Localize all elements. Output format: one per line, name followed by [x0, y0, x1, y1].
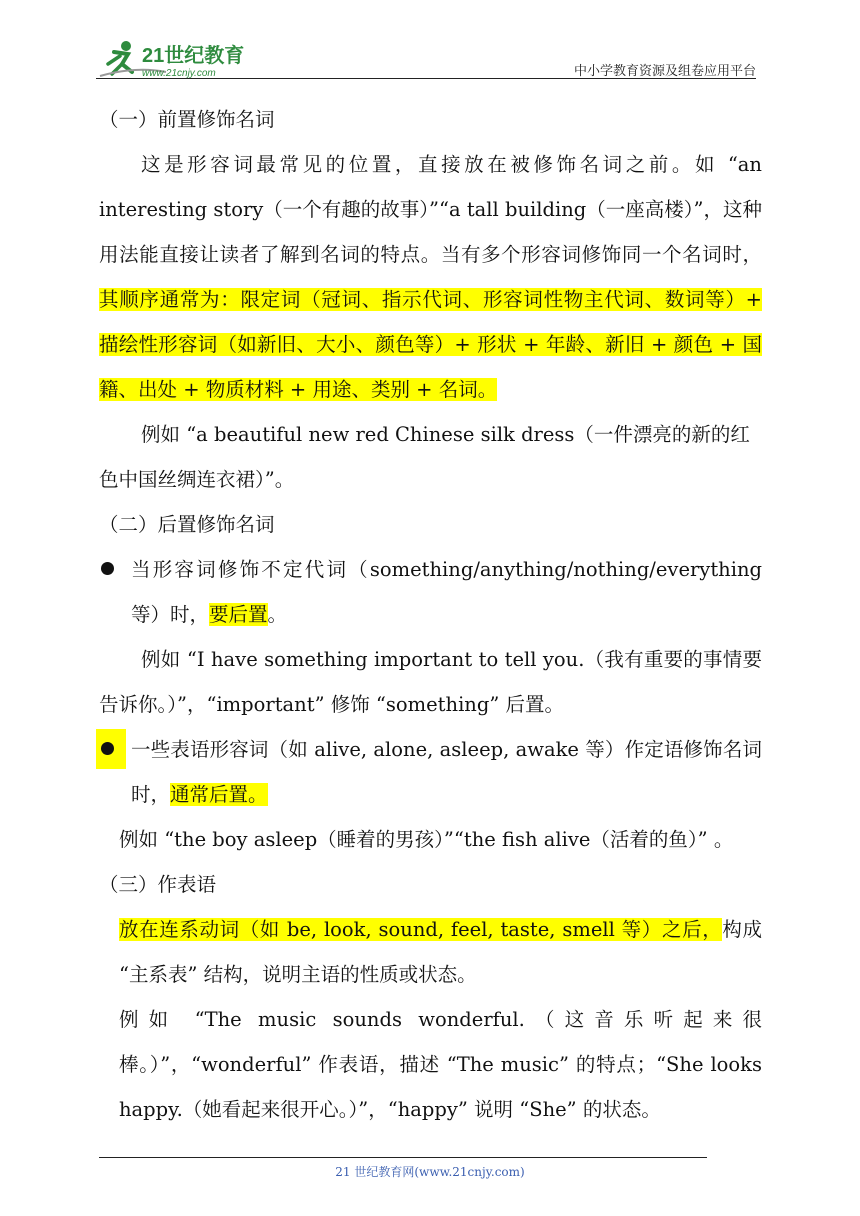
bullet-icon	[101, 742, 114, 755]
section-heading-3: （三）作表语	[99, 873, 217, 896]
runner-logo-icon	[96, 38, 266, 80]
highlighted-adjective-order: 其顺序通常为：限定词（冠词、指示代词、形容词性物主代词、数词等）+ 描绘性形容词（如新旧、大小、颜色等）+ 形状 + 年龄、新旧 + 颜色 + 国籍、出处 + 物质材料 + 用途、类别 + 名词。	[99, 288, 762, 401]
section-heading-1: （一）前置修饰名词	[99, 108, 275, 131]
example-paragraph-4: 例如 “The music sounds wonderful.（这音乐听起来很棒。）”，“wonderful” 作表语，描述 “The music” 的特点；“She looks happy.（她看起来很开心。）”，“happy” 说明 “She” 的状态。	[119, 1008, 762, 1121]
example-paragraph-3: 例如 “the boy asleep（睡着的男孩）”“the fish alive（活着的鱼）” 。	[119, 828, 734, 851]
paragraph-text: 构成 “主系表” 结构，说明主语的性质或状态。	[119, 918, 762, 986]
bullet-item-indefinite-pronoun	[99, 547, 762, 637]
bullet-item-predicative-adjective	[99, 727, 762, 817]
paragraph-text: 这是形容词最常见的位置，直接放在被修饰名词之前。如 “an interesting story（一个有趣的故事）”“a tall building（一座高楼）”，这种用法能直接让读者了解到名词的特点。当有多个形容词修饰同一个名词时，	[99, 153, 762, 266]
bullet-text-end: 。	[267, 603, 288, 626]
bullet-icon	[101, 562, 114, 575]
example-paragraph-2: 例如 “I have something important to tell you.（我有重要的事情要告诉你。）”，“important” 修饰 “something” 后置。	[99, 648, 762, 716]
highlighted-usually-postpose: 通常后置。	[170, 783, 268, 806]
section-heading-2: （二）后置修饰名词	[99, 513, 275, 536]
highlighted-postpose: 要后置	[209, 603, 268, 626]
document-body	[99, 97, 762, 1132]
example-paragraph-1: 例如 “a beautiful new red Chinese silk dress（一件漂亮的新的红色中国丝绸连衣裙）”。	[99, 423, 750, 491]
bullet-text: 一些表语形容词（如 alive, alone, asleep, awake 等）作定语修饰名词时，	[131, 738, 762, 806]
logo-url: www.21cnjy.com	[142, 68, 216, 79]
header-divider	[96, 78, 756, 79]
paragraph-predicative	[99, 907, 762, 997]
logo-text: 21世纪教育	[142, 45, 245, 67]
header-platform-text: 中小学教育资源及组卷应用平台	[573, 64, 756, 79]
footer-divider	[99, 1157, 707, 1158]
site-logo	[96, 38, 266, 80]
highlighted-linking-verbs: 放在连系动词（如 be, look, sound, feel, taste, smell 等）之后，	[119, 918, 723, 941]
footer-link[interactable]: 21 世纪教育网(www.21cnjy.com)	[335, 1165, 525, 1179]
bullet-text: 当形容词修饰不定代词（something/anything/nothing/everything 等）时，	[131, 558, 762, 626]
paragraph-position-before-noun	[99, 142, 762, 412]
